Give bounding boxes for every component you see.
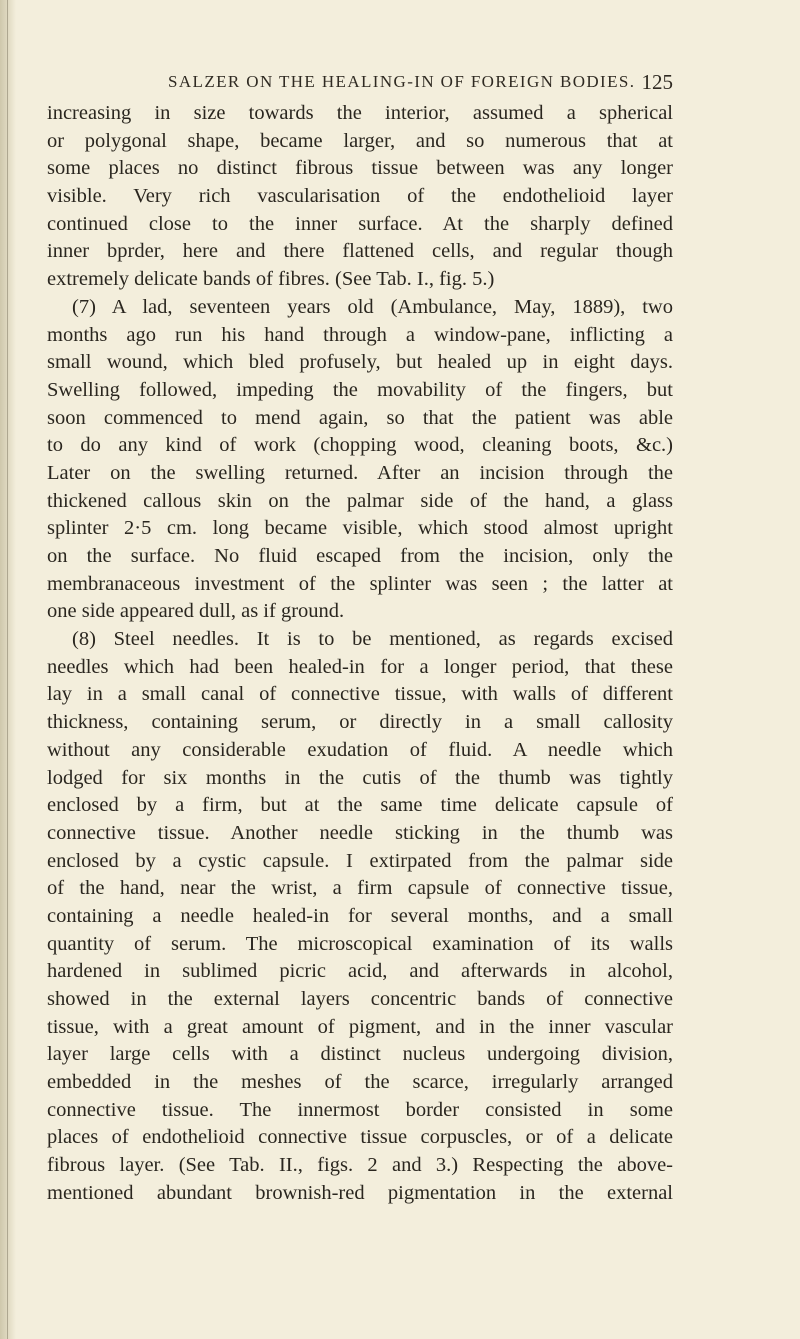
text-line: Later on the swelling returned. After an incision through the (47, 461, 673, 484)
text-line: one side appeared dull, as if ground. (47, 600, 345, 623)
text-line: layer large cells with a distinct nucleus undergoing division, (47, 1043, 673, 1066)
text-line: on the surface. No fluid escaped from the incision, only the (47, 545, 673, 567)
text-line: continued close to the inner surface. At the sharply defined (47, 212, 673, 235)
text-line: containing a needle healed-in for several months, and a small (47, 904, 673, 927)
text-line: to do any kind of work (chopping wood, cleaning boots, &c.) (47, 434, 673, 457)
text-line: connective tissue. The innermost border consisted in some (47, 1098, 673, 1121)
text-line: inner bprder, here and there flattened cells, and regular though (47, 240, 673, 263)
text-line: fibrous layer. (See Tab. II., figs. 2 and 3.) Respecting the above- (47, 1154, 673, 1177)
text-line: tissue, with a great amount of pigment, and in the inner vascular (47, 1015, 673, 1038)
text-line: thickened callous skin on the palmar side of the hand, a glass (47, 489, 673, 512)
text-line: soon commenced to mend again, so that the patient was able (47, 406, 673, 429)
page-header (168, 70, 673, 98)
body-text (47, 100, 673, 1208)
binding-edge (7, 0, 8, 1339)
text-line: embedded in the meshes of the scarce, irregularly arranged (47, 1071, 673, 1094)
text-line: extremely delicate bands of fibres. (See Tab. I., fig. 5.) (47, 268, 495, 291)
text-line: splinter 2·5 cm. long became visible, which stood almost upright (47, 517, 673, 540)
text-line: months ago run his hand through a window-pane, inflicting a (47, 323, 673, 346)
text-line: (7) A lad, seventeen years old (Ambulance, May, 1889), two (72, 295, 673, 318)
text-line: without any considerable exudation of fluid. A needle which (47, 738, 673, 761)
book-spine-shadow (0, 0, 16, 1339)
text-line: of the hand, near the wrist, a firm capsule of connective tissue, (47, 877, 673, 900)
text-line: mentioned abundant brownish-red pigmentation in the external (47, 1181, 673, 1204)
text-line: showed in the external layers concentric bands of connective (47, 988, 673, 1010)
text-line: thickness, containing serum, or directly in a small callosity (47, 711, 673, 734)
text-line: enclosed by a cystic capsule. I extirpated from the palmar side (47, 849, 673, 872)
text-line: lodged for six months in the cutis of the thumb was tightly (47, 766, 673, 789)
text-line: hardened in sublimed picric acid, and afterwards in alcohol, (47, 960, 673, 983)
text-line: small wound, which bled profusely, but healed up in eight days. (47, 351, 673, 374)
text-line: enclosed by a firm, but at the same time delicate capsule of (47, 794, 673, 817)
text-line: membranaceous investment of the splinter was seen ; the latter at (47, 572, 673, 595)
text-line: increasing in size towards the interior, assumed a spherical (47, 102, 673, 124)
text-line: visible. Very rich vascularisation of the endothelioid layer (47, 185, 673, 208)
running-head: SALZER ON THE HEALING-IN OF FOREIGN BODIES. (168, 72, 636, 91)
text-line: or polygonal shape, became larger, and so numerous that at (47, 129, 673, 152)
text-line: lay in a small canal of connective tissue, with walls of different (47, 683, 673, 706)
text-line: places of endothelioid connective tissue corpuscles, or of a delicate (47, 1126, 673, 1149)
page-number: 125 (641, 70, 673, 94)
text-line: (8) Steel needles. It is to be mentioned, as regards excised (72, 628, 673, 651)
text-line: some places no distinct fibrous tissue between was any longer (47, 157, 673, 180)
text-line: connective tissue. Another needle sticking in the thumb was (47, 821, 673, 844)
text-line: needles which had been healed-in for a longer period, that these (47, 655, 673, 678)
text-line: quantity of serum. The microscopical examination of its walls (47, 932, 673, 955)
text-line: Swelling followed, impeding the movability of the fingers, but (47, 378, 673, 401)
